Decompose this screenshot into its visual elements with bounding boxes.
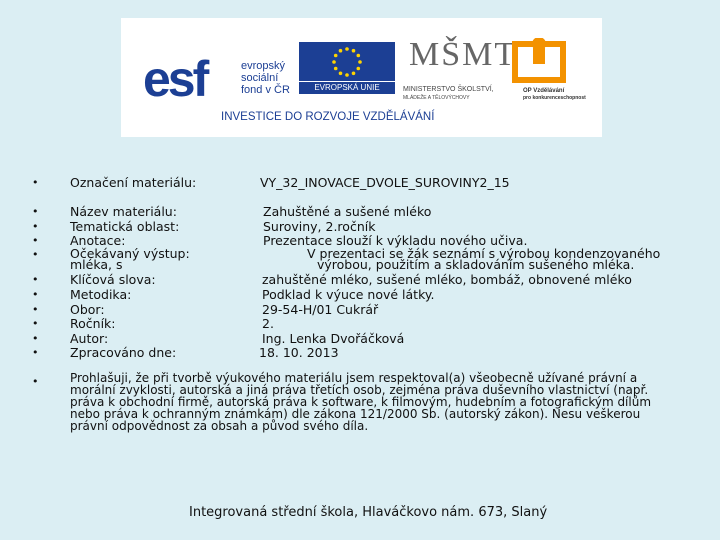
eu-star-icon <box>339 49 343 53</box>
op-puzzle-icon <box>507 38 577 86</box>
bullet: • <box>32 332 39 345</box>
footer-school: Integrovaná střední škola, Hlaváčkovo nám. 673, Slaný <box>189 505 548 520</box>
date-value: 18. 10. 2013 <box>259 345 339 360</box>
eu-star-icon <box>332 60 336 64</box>
bullet: • <box>32 205 39 218</box>
eu-star-icon <box>345 47 349 51</box>
outcome-value-cont: výrobou, použitím a skladováním sušeného mléka. <box>317 257 635 272</box>
keywords-label: Klíčová slova: <box>70 272 156 287</box>
bullet: • <box>32 288 39 301</box>
declaration-text: Prohlašuji, že při tvorbě výukového materiálu jsem respektoval(a) všeobecně užívané právní a morální zvyklosti, autorská a jiná práva třetích osob, zejména práva duševního vlastnictví (např. práva k obchodní firmě, autorská práva k software, k filmovým, hudebním a fotografickým dílům nebo práva k ochranným známkám) dle zákona 121/2000 Sb. (autorský zákon). Nesu veškerou právní odpovědnost za obsah a původ svého díla. <box>70 371 652 433</box>
eu-star-icon <box>358 60 362 64</box>
designation-value: VY_32_INOVACE_DVOLE_SUROVINY2_15 <box>260 175 510 190</box>
msmt-logo <box>403 36 518 102</box>
eu-star-icon <box>352 72 356 76</box>
esf-text-line: fond v ČR <box>241 84 290 96</box>
bullet: • <box>32 375 39 388</box>
op-subtitle: pro konkurenceschopnost <box>523 95 586 101</box>
msmt-subtitle: MLÁDEŽE A TĚLOVÝCHOVY <box>403 95 470 101</box>
author-value: Ing. Lenka Dvořáčková <box>262 331 405 346</box>
year-label: Ročník: <box>70 316 116 331</box>
eu-star-icon <box>352 49 356 53</box>
invest-tagline: INVESTICE DO ROZVOJE VZDĚLÁVÁNÍ <box>221 111 435 123</box>
method-label: Metodika: <box>70 287 132 302</box>
outcome-label: Očekávaný výstup: <box>70 246 190 261</box>
bullet: • <box>32 303 39 316</box>
logo-banner <box>121 18 602 137</box>
eu-star-icon <box>334 54 338 58</box>
author-label: Autor: <box>70 331 109 346</box>
eu-star-icon <box>357 67 361 71</box>
eu-label: EVROPSKÁ UNIE <box>299 81 395 94</box>
designation-label: Označení materiálu: <box>70 175 197 190</box>
eu-stars-icon <box>299 42 395 82</box>
outcome-value: V prezentaci se žák seznámí s výrobou kondenzovaného <box>307 246 661 261</box>
outcome-label-cont: mléka, s <box>70 257 123 272</box>
msmt-mark: MŠMT <box>409 36 518 73</box>
eu-flag-icon <box>299 42 395 94</box>
field-value: 29-54-H/01 Cukrář <box>262 302 379 317</box>
bullet: • <box>32 220 39 233</box>
year-value: 2. <box>262 316 274 331</box>
name-label: Název materiálu: <box>70 204 177 219</box>
bullet: • <box>32 248 39 261</box>
bullet: • <box>32 176 39 189</box>
keywords-value: zahuštěné mléko, sušené mléko, bombáž, obnovené mléko <box>262 272 632 287</box>
eu-star-icon <box>339 72 343 76</box>
bullet: • <box>32 234 39 247</box>
op-logo <box>507 38 597 100</box>
date-label: Zpracováno dne: <box>70 345 177 360</box>
name-value: Zahuštěné a sušené mléko <box>263 204 432 219</box>
bullet: • <box>32 346 39 359</box>
esf-letters: esf <box>143 51 207 107</box>
esf-text-line: sociální <box>241 72 279 84</box>
bullet: • <box>32 273 39 286</box>
area-value: Suroviny, 2.ročník <box>263 219 376 234</box>
area-label: Tematická oblast: <box>70 219 180 234</box>
eu-star-icon <box>334 67 338 71</box>
eu-star-icon <box>357 54 361 58</box>
msmt-title: MINISTERSTVO ŠKOLSTVÍ, <box>403 86 494 93</box>
method-value: Podklad k výuce nové látky. <box>262 287 435 302</box>
annotation-label: Anotace: <box>70 233 126 248</box>
annotation-value: Prezentace slouží k výkladu nového učiva. <box>263 233 528 248</box>
eu-star-icon <box>345 73 349 77</box>
op-title: OP Vzdělávání <box>523 88 565 94</box>
esf-text-line: evropský <box>241 60 286 72</box>
field-label: Obor: <box>70 302 105 317</box>
bullet: • <box>32 317 39 330</box>
